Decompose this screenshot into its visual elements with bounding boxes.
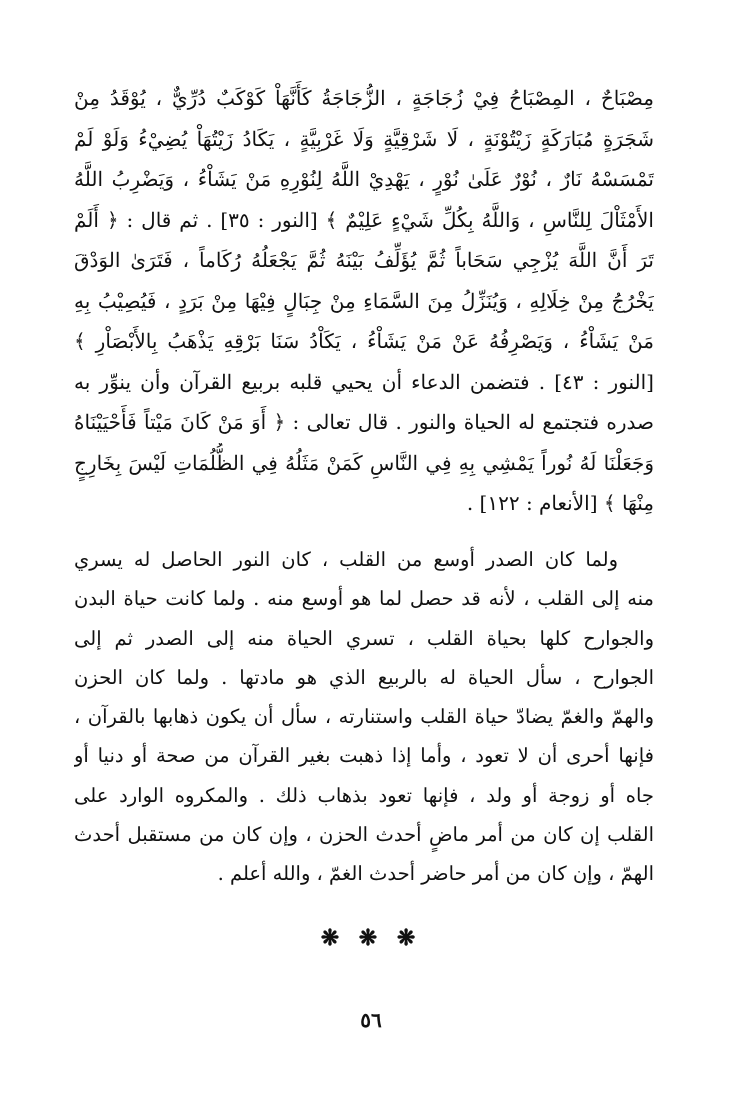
paragraph-line: فإنها أحرى أن لا تعود ، وأما إذا ذهبت بغير القرآن من صحة أو دنيا أو — [74, 744, 654, 768]
paragraph-line: والهمّ والغمّ يضادّ حياة القلب واستنارته ، سأل أن يكون ذهابها بالقرآن ، — [74, 705, 654, 729]
section-divider: ❋ ❋ ❋ — [320, 925, 422, 951]
paragraph-line: الجوارح ، سأل الحياة له بالربيع الذي هو مادتها . ولما كان الحزن — [74, 665, 654, 689]
quoted-verses-block — [74, 78, 654, 524]
quote-line: تَمْسَسْهُ نَارٌ ، نُوْرٌ عَلَىٰ نُوْرٍ ، يَهْدِيْ اللَّهُ لِنُوْرِهِ مَنْ يَشَاْءُ ، وَيَضْرِبُ اللَّهُ — [74, 167, 654, 191]
quote-line: صدره فتجتمع له الحياة والنور . قال تعالى : ﴿ أَوَ مَنْ كَانَ مَيْتاً فَأَحْيَيْنَاهُ — [74, 410, 654, 434]
paragraph-line: الهمّ ، وإن كان من أمر حاضر أحدث الغمّ ، والله أعلم . — [217, 862, 654, 886]
paragraph-line: والجوارح كلها بحياة القلب ، تسري الحياة منه إلى الصدر ثم إلى — [74, 626, 654, 650]
quote-line: مَنْ يَشَاْءُ ، وَيَصْرِفُهُ عَنْ مَنْ يَشَاْءُ ، يَكَاْدُ سَنَا بَرْقِهِ يَذْهَبُ بِالأَبْصَاْرِ ﴾ — [74, 329, 654, 353]
quote-line: [النور : ٤٣] . فتضمن الدعاء أن يحيي قلبه بربيع القرآن وأن ينوِّر به — [74, 369, 654, 394]
paragraph-line: جاه أو زوجة أو ولد ، فإنها تعود بذهاب ذلك . والمكروه الوارد على — [74, 783, 654, 807]
quote-line: يَخْرُجُ مِنْ خِلَالِهِ ، وَيُنَزِّلُ مِنَ السَّمَاءِ مِنْ جِبَالٍ فِيْهَا مِنْ بَرَدٍ ، فَيُصِيْبُ بِهِ — [74, 288, 654, 313]
page-number: ٥٦ — [360, 1008, 382, 1032]
paragraph-line: القلب إن كان من أمر ماضٍ أحدث الحزن ، وإن كان من مستقبل أحدث — [74, 823, 654, 847]
quote-line: تَرَ أَنَّ اللَّهَ يُزْجِي سَحَاباً ثُمَّ يُؤَلِّفُ بَيْنَهُ ثُمَّ يَجْعَلُهُ رُكَاماً ، فَتَرَىٰ الوَدْقَ — [74, 248, 654, 272]
commentary-paragraph — [74, 540, 654, 894]
quote-line: شَجَرَةٍ مُبَارَكَةٍ زَيْتُوْنَةٍ ، لَا شَرْقِيَّةٍ وَلَا غَرْبِيَّةٍ ، يَكَادُ زَيْتُهَاْ يُضِيْءُ وَلَوْ لَمْ — [74, 126, 654, 151]
paragraph-line: منه إلى القلب ، لأنه قد حصل لما هو أوسع منه . ولما كانت حياة البدن — [74, 587, 654, 611]
quote-line: مِصْبَاحٌ ، المِصْبَاحُ فِيْ زُجَاجَةٍ ، الزُّجَاجَةُ كَأَنَّهَاْ كَوْكَبٌ دُرِّيٌّ ، يُوْقَدُ مِنْ — [74, 86, 654, 110]
quote-line: وَجَعَلْنَا لَهُ نُوراً يَمْشِي بِهِ فِي النَّاسِ كَمَنْ مَثَلُهُ فِي الظُّلُمَاتِ لَيْسَ بِخَارِجٍ — [74, 450, 654, 475]
quote-line: مِنْهَا ﴾ [الأنعام : ١٢٢] . — [466, 491, 654, 515]
quote-line: الأَمْثَاْلَ لِلنَّاسِ ، وَاللَّهُ بِكُلِّ شَيْءٍ عَلِيْمٌ ﴾ [النور : ٣٥] . ثم قال : ﴿ أَلَمْ — [74, 207, 654, 232]
paragraph-line: ولما كان الصدر أوسع من القلب ، كان النور الحاصل له يسري — [74, 548, 618, 571]
